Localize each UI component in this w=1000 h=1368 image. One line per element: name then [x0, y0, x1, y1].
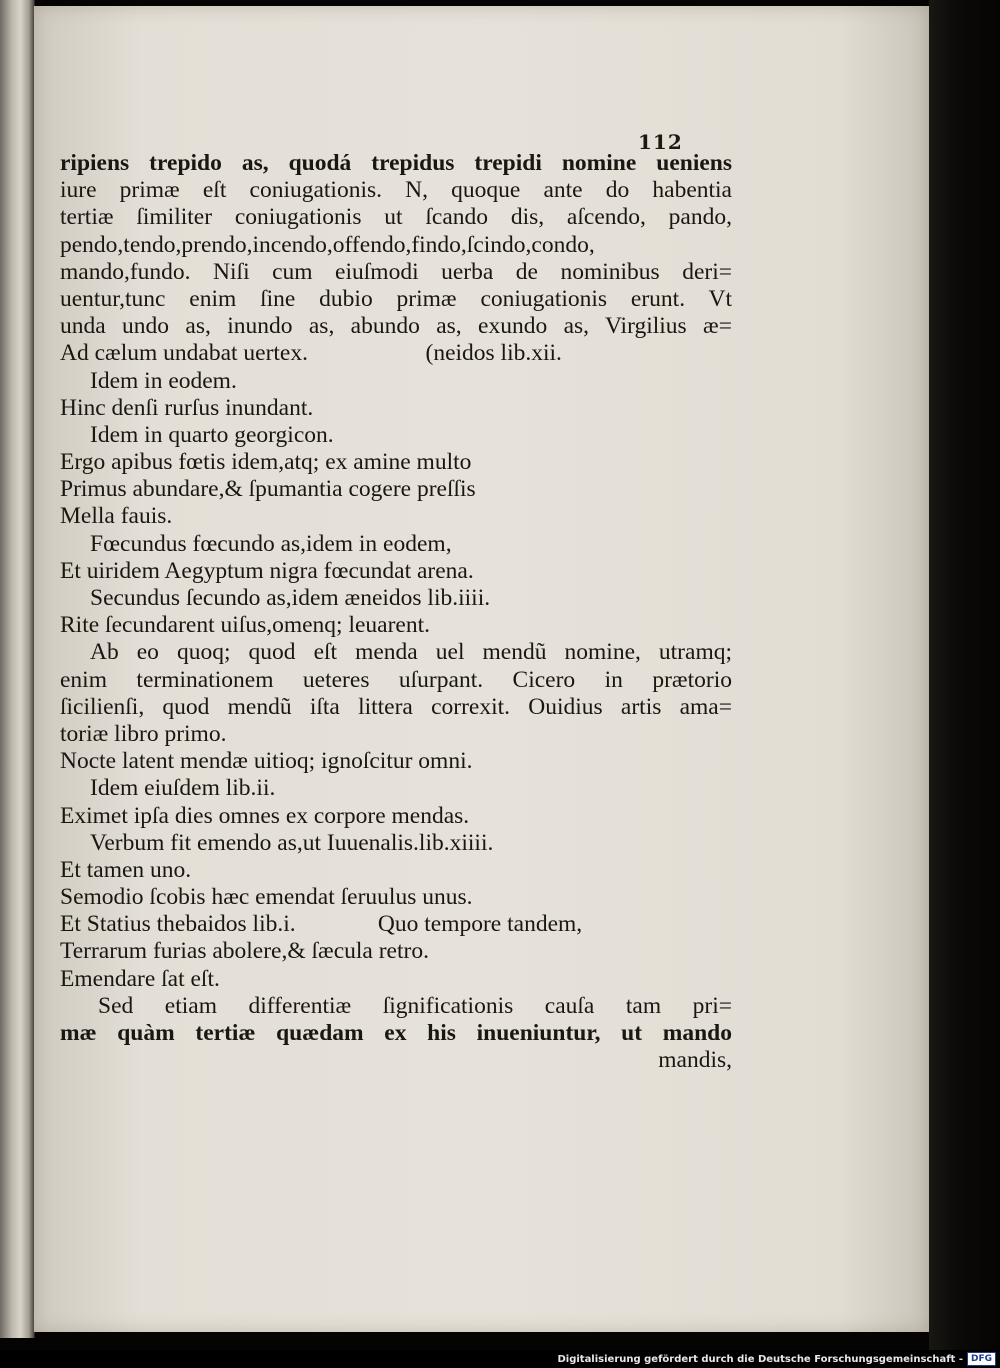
digitization-credit	[557, 1352, 996, 1366]
text-line: tertiæ ſimiliter coniugationis ut ſcando dis, aſcendo, pando,	[60, 204, 732, 231]
folio-number: 112	[638, 130, 683, 154]
text-line: Eximet ipſa dies omnes ex corpore mendas.	[60, 802, 470, 829]
text-line: ripiens trepido as, quodá trepidus trepidi nomine ueniens	[60, 150, 732, 176]
text-line: mando,fundo. Niſi cum eiuſmodi uerba de nominibus deri=	[60, 258, 732, 285]
text-line: Fœcundus fœcundo as,idem in eodem,	[90, 530, 452, 557]
text-line: Nocte latent mendæ uitioq; ignoſcitur omni.	[60, 748, 473, 775]
text-line: Semodio ſcobis hæc emendat ſeruulus unus.	[60, 884, 473, 911]
text-line: enim terminationem ueteres uſurpant. Cicero in prætorio	[60, 666, 732, 693]
text-line: Hinc denſi rurſus inundant.	[60, 394, 314, 421]
text-line: toriæ libro primo.	[60, 720, 227, 747]
text-line: ſicilienſi, quod mendũ iſta littera correxit. Ouidius artis ama=	[60, 693, 732, 720]
text-line: mæ quàm tertiæ quædam ex his inueniuntur, ut mando	[60, 1020, 732, 1046]
text-line: Idem eiuſdem lib.ii.	[90, 775, 276, 802]
scan-margin-right	[929, 0, 1000, 1350]
text-line: Emendare ſat eſt.	[60, 965, 220, 992]
text-line: uentur,tunc enim ſine dubio primæ coniugationis erunt. Vt	[60, 285, 732, 312]
text-line: Et uiridem Aegyptum nigra fœcundat arena.	[60, 557, 474, 584]
book-spine-edge	[0, 0, 35, 1338]
text-line: Idem in eodem.	[90, 367, 237, 394]
credit-text: Digitalisierung gefördert durch die Deutsche Forschungsgemeinschaft -	[557, 1353, 963, 1365]
text-line: Ergo apibus fœtis idem,atq; ex amine multo	[60, 449, 472, 476]
text-line: unda undo as, inundo as, abundo as, exundo as, Virgilius æ=	[60, 313, 732, 340]
text-line: pendo,tendo,prendo,incendo,offendo,findo,ſcindo,condo,	[60, 231, 595, 258]
text-line: Rite ſecundarent uiſus,omenq; leuarent.	[60, 612, 431, 639]
text-line: mandis,	[658, 1047, 732, 1074]
text-line: Verbum fit emendo as,ut Iuuenalis.lib.xiiii.	[90, 829, 494, 856]
text-line: Ab eo quoq; quod eſt menda uel mendũ nomine, utramq;	[90, 639, 732, 666]
text-line: Primus abundare,& ſpumantia cogere preſſis	[60, 476, 476, 503]
text-line: Sed etiam differentiæ ſignificationis cauſa tam pri=	[98, 992, 732, 1019]
dfg-logo: DFG	[967, 1352, 996, 1366]
text-block	[60, 150, 732, 1074]
text-line: iure primæ eſt coniugationis. N, quoque ante do habentia	[60, 177, 732, 204]
text-line: Et tamen uno.	[60, 856, 192, 883]
text-line: Mella fauis.	[60, 503, 173, 530]
text-line: Et Statius thebaidos lib.i. Quo tempore tandem,	[60, 911, 583, 938]
text-line: Terrarum furias abolere,& ſæcula retro.	[60, 938, 429, 965]
text-line: Secundus ſecundo as,idem æneidos lib.iiii.	[90, 585, 491, 611]
text-line: Ad cælum undabat uertex. (neidos lib.xii.	[60, 340, 562, 367]
text-line: Idem in quarto georgicon.	[90, 421, 334, 448]
